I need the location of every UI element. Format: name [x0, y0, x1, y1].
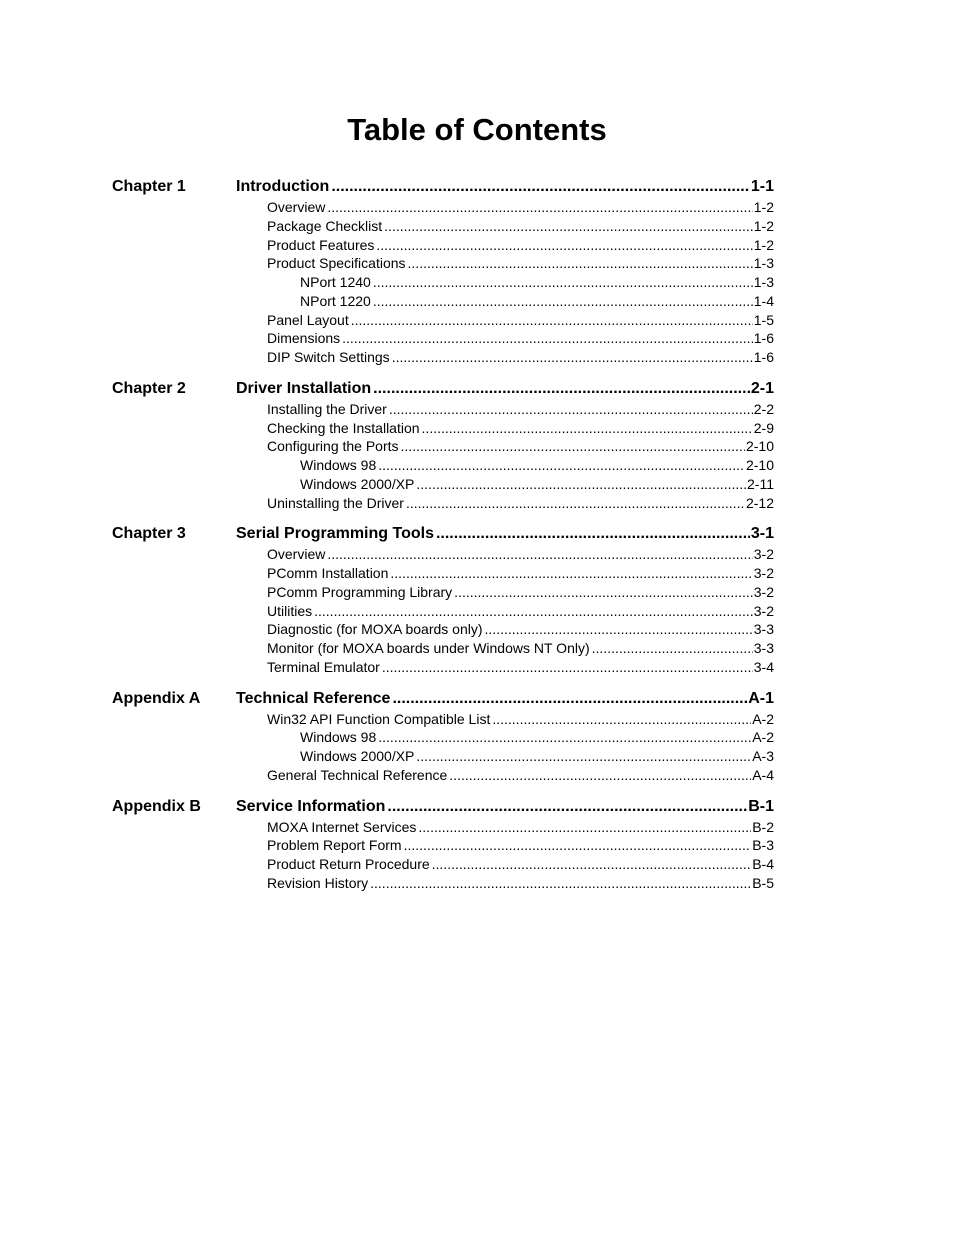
page-number: 3-3 [753, 621, 774, 638]
page-number: 3-2 [753, 602, 774, 619]
dot-leader [314, 602, 753, 621]
entry-title: Product Return Procedure [267, 856, 430, 872]
entry-title: Revision History [267, 874, 369, 891]
chapter-label: Chapter 2 [112, 379, 186, 397]
page-number: B-4 [752, 856, 774, 872]
toc-chapter [0, 688, 954, 785]
dot-leader [416, 747, 751, 766]
toc-subsection-link[interactable] [300, 747, 774, 766]
dot-leader [351, 311, 753, 330]
dot-leader [382, 658, 753, 677]
page-number: 2-9 [753, 419, 774, 436]
chapter-heading-link[interactable] [236, 378, 774, 400]
chapter-heading-link[interactable] [236, 796, 774, 818]
page-number: 3-3 [753, 640, 774, 656]
page-number: 1-2 [753, 236, 774, 253]
toc-section-link[interactable] [267, 658, 774, 677]
entry-title: Windows 2000/XP [300, 475, 415, 492]
page-number: 1-2 [753, 217, 774, 234]
toc-subsection-link[interactable] [300, 475, 774, 494]
entry-title: Overview [267, 546, 326, 563]
entry-title: MOXA Internet Services [267, 818, 417, 835]
dot-leader [327, 198, 752, 217]
toc-section-link[interactable] [267, 874, 774, 893]
toc-chapter [0, 176, 954, 367]
page-number: 1-5 [753, 311, 774, 328]
entry-title: Dimensions [267, 330, 341, 347]
table-of-contents [0, 176, 954, 904]
page-number: B-5 [752, 874, 774, 891]
dot-leader [373, 273, 753, 292]
dot-leader [387, 796, 747, 818]
entry-title: Configuring the Ports [267, 438, 399, 455]
dot-leader [378, 456, 745, 475]
entry-title: Checking the Installation [267, 419, 420, 436]
page-number: 1-4 [753, 292, 774, 309]
toc-section-link[interactable] [267, 419, 774, 438]
dot-leader [342, 329, 753, 348]
dot-leader [592, 639, 753, 658]
entry-title: PComm Installation [267, 565, 389, 581]
chapter-heading-link[interactable] [236, 688, 774, 710]
entry-title: DIP Switch Settings [267, 349, 390, 365]
toc-section-link[interactable] [267, 710, 774, 729]
entry-title: Win32 API Function Compatible List [267, 710, 491, 727]
toc-section-link[interactable] [267, 583, 774, 602]
dot-leader [436, 523, 750, 545]
toc-subsection-link[interactable] [300, 456, 774, 475]
entry-title: Terminal Emulator [267, 658, 380, 675]
toc-section-link[interactable] [267, 348, 774, 367]
toc-section-link[interactable] [267, 564, 774, 583]
toc-section-link[interactable] [267, 400, 774, 419]
toc-section-link[interactable] [267, 198, 774, 217]
entry-title: Product Specifications [267, 255, 406, 272]
toc-section-link[interactable] [267, 545, 774, 564]
dot-leader [454, 583, 753, 602]
page-number: B-1 [748, 797, 774, 815]
entry-title: NPort 1240 [300, 274, 371, 290]
dot-leader [373, 292, 753, 311]
chapter-label: Chapter 1 [112, 178, 186, 195]
chapter-title: Service Information [236, 797, 386, 815]
chapter-heading-link[interactable] [236, 176, 774, 198]
dot-leader [422, 419, 753, 438]
entry-title: Monitor (for MOXA boards under Windows NT Only) [267, 640, 590, 656]
page-number: A-2 [752, 710, 774, 727]
page-number: A-4 [752, 766, 774, 783]
entry-title: Problem Report Form [267, 837, 402, 854]
dot-leader [406, 494, 745, 513]
toc-section-link[interactable] [267, 437, 774, 456]
toc-section-link[interactable] [267, 254, 774, 273]
page-number: A-2 [752, 729, 774, 746]
page-number: 3-2 [753, 583, 774, 600]
dot-leader [432, 855, 752, 874]
dot-leader [327, 545, 752, 564]
toc-section-link[interactable] [267, 311, 774, 330]
dot-leader [392, 348, 753, 367]
page-number: 1-6 [753, 330, 774, 347]
chapter-title: Technical Reference [236, 689, 391, 707]
page-number: 3-1 [750, 525, 774, 543]
page-number: B-2 [752, 818, 774, 835]
page-title: Table of Contents [347, 112, 607, 147]
chapter-label: Appendix B [112, 797, 201, 815]
entry-title: Panel Layout [267, 311, 349, 328]
dot-leader [408, 254, 753, 273]
entry-title: Installing the Driver [267, 400, 387, 417]
dot-leader [449, 766, 751, 785]
entry-title: PComm Programming Library [267, 583, 453, 600]
toc-chapter [0, 523, 954, 676]
entry-title: Uninstalling the Driver [267, 494, 404, 511]
page-number: 1-1 [750, 178, 774, 195]
toc-section-link[interactable] [267, 602, 774, 621]
toc-subsection-link[interactable] [300, 728, 774, 747]
page-number: 2-10 [745, 457, 774, 473]
dot-leader [370, 874, 751, 893]
chapter-heading-link[interactable] [236, 523, 774, 545]
toc-section-link[interactable] [267, 766, 774, 785]
toc-section-link[interactable] [267, 494, 774, 513]
entry-title: Overview [267, 199, 326, 215]
page-number: 3-2 [753, 546, 774, 563]
entry-title: Diagnostic (for MOXA boards only) [267, 621, 483, 638]
page-number: B-3 [752, 837, 774, 854]
toc-section-link[interactable] [267, 855, 774, 874]
toc-section-link[interactable] [267, 217, 774, 236]
dot-leader [373, 378, 750, 400]
page-number: 3-4 [753, 658, 774, 675]
toc-chapter [0, 796, 954, 893]
page-number: 2-2 [753, 400, 774, 417]
dot-leader [485, 620, 753, 639]
toc-chapter [0, 378, 954, 513]
page-number: A-3 [752, 748, 774, 764]
page-number: A-1 [748, 689, 774, 707]
toc-section-link[interactable] [267, 620, 774, 639]
page-number: 2-1 [750, 379, 774, 397]
toc-section-link[interactable] [267, 639, 774, 658]
toc-section-link[interactable] [267, 836, 774, 855]
entry-title: Product Features [267, 236, 375, 253]
dot-leader [392, 688, 747, 710]
dot-leader [376, 236, 752, 255]
page-number: 3-2 [753, 565, 774, 581]
entry-title: Package Checklist [267, 217, 383, 234]
dot-leader [404, 836, 752, 855]
page-number: 1-6 [753, 349, 774, 365]
chapter-title: Introduction [236, 178, 330, 195]
toc-section-link[interactable] [267, 329, 774, 348]
entry-title: Windows 98 [300, 457, 377, 473]
chapter-title: Driver Installation [236, 379, 372, 397]
dot-leader [401, 437, 745, 456]
page-number: 2-10 [745, 438, 774, 455]
chapter-label: Chapter 3 [112, 525, 186, 543]
toc-section-link[interactable] [267, 236, 774, 255]
toc-subsection-link[interactable] [300, 273, 774, 292]
dot-leader [331, 176, 750, 198]
entry-title: Utilities [267, 602, 313, 619]
chapter-label: Appendix A [112, 689, 201, 707]
dot-leader [492, 710, 751, 729]
page-number: 1-3 [753, 274, 774, 290]
entry-title: General Technical Reference [267, 766, 448, 783]
page-number: 2-11 [747, 475, 774, 492]
page-number: 1-3 [753, 255, 774, 272]
entry-title: Windows 2000/XP [300, 748, 415, 764]
dot-leader [389, 400, 753, 419]
toc-subsection-link[interactable] [300, 292, 774, 311]
entry-title: NPort 1220 [300, 292, 371, 309]
dot-leader [390, 564, 752, 583]
toc-section-link[interactable] [267, 818, 774, 837]
page-number: 1-2 [753, 199, 774, 215]
dot-leader [384, 217, 753, 236]
dot-leader [416, 475, 746, 494]
page-number: 2-12 [745, 494, 774, 511]
dot-leader [418, 818, 751, 837]
dot-leader [378, 728, 751, 747]
chapter-title: Serial Programming Tools [236, 525, 434, 543]
entry-title: Windows 98 [300, 729, 377, 746]
